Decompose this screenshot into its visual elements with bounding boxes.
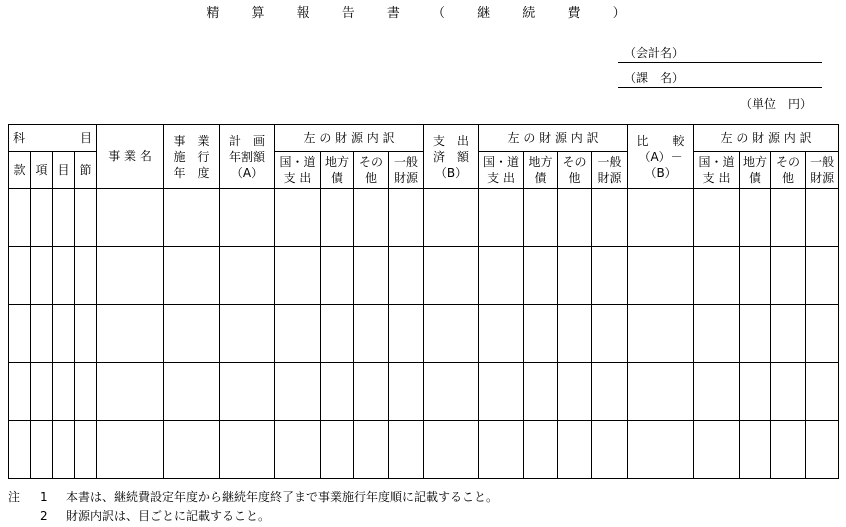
table-cell[interactable] xyxy=(771,421,806,479)
header-jigyo-nendo-line1: 事 業 xyxy=(173,133,210,148)
table-cell[interactable] xyxy=(479,189,524,247)
header-kuni-c xyxy=(694,152,740,189)
header-chiho-a-line1: 地方 xyxy=(325,155,350,169)
table-cell[interactable] xyxy=(592,421,628,479)
header-moku: 目 xyxy=(53,152,75,189)
table-cell[interactable] xyxy=(53,363,75,421)
table-cell[interactable] xyxy=(740,363,771,421)
table-cell[interactable] xyxy=(31,189,53,247)
table-cell[interactable] xyxy=(9,363,31,421)
header-sono-c-line2: 他 xyxy=(782,171,795,185)
table-cell[interactable] xyxy=(628,247,694,305)
table-cell[interactable] xyxy=(694,305,740,363)
table-row xyxy=(9,421,839,479)
table-cell[interactable] xyxy=(806,363,839,421)
table-cell[interactable] xyxy=(592,247,628,305)
table-cell[interactable] xyxy=(31,421,53,479)
table-cell[interactable] xyxy=(75,247,97,305)
header-keikaku xyxy=(220,125,275,189)
header-chiho-b xyxy=(524,152,558,189)
table-cell[interactable] xyxy=(740,247,771,305)
table-cell[interactable] xyxy=(740,305,771,363)
header-chiho-c-line1: 地方 xyxy=(743,155,768,169)
table-cell[interactable] xyxy=(389,421,424,479)
table-cell[interactable] xyxy=(220,421,275,479)
header-chiho-b-line1: 地方 xyxy=(528,155,553,169)
table-cell[interactable] xyxy=(75,189,97,247)
header-hikaku xyxy=(628,125,694,189)
table-cell[interactable] xyxy=(275,189,321,247)
table-cell[interactable] xyxy=(220,247,275,305)
table-cell[interactable] xyxy=(558,247,592,305)
table-cell[interactable] xyxy=(31,305,53,363)
table-cell[interactable] xyxy=(524,305,558,363)
table-cell[interactable] xyxy=(9,247,31,305)
table-row xyxy=(9,189,839,247)
table-cell[interactable] xyxy=(31,363,53,421)
table-cell[interactable] xyxy=(479,305,524,363)
data-rows xyxy=(9,189,839,479)
header-kuni-a xyxy=(275,152,321,189)
header-sono-a-line2: 他 xyxy=(365,171,378,185)
header-chiho-b-line2: 債 xyxy=(534,171,547,185)
header-kamoku-left: 科 xyxy=(13,130,26,145)
table-cell[interactable] xyxy=(164,421,220,479)
header-chiho-c-line2: 債 xyxy=(749,171,762,185)
header-chiho-c xyxy=(740,152,771,189)
header-kuni-c-line2: 支 出 xyxy=(702,171,731,185)
table-cell[interactable] xyxy=(479,247,524,305)
header-ippan-c xyxy=(806,152,839,189)
table-cell[interactable] xyxy=(164,189,220,247)
table-cell[interactable] xyxy=(740,189,771,247)
header-sono-b-line2: 他 xyxy=(568,171,581,185)
header-jigyo-nendo xyxy=(164,125,220,189)
table-cell[interactable] xyxy=(694,247,740,305)
table-cell[interactable] xyxy=(524,363,558,421)
note-number: 1 xyxy=(40,490,48,504)
header-ippan-b-line2: 財源 xyxy=(597,171,622,185)
header-kuni-a-line1: 国・道 xyxy=(279,155,316,169)
table-cell[interactable] xyxy=(53,247,75,305)
header-shishutsu-line3: （B） xyxy=(434,165,468,180)
header-keikaku-line3: （A） xyxy=(230,165,264,180)
table-cell[interactable] xyxy=(97,421,164,479)
note-text: 本書は、継続費設定年度から継続年度終了まで事業施行年度順に記載すること。 xyxy=(66,490,499,504)
table-cell[interactable] xyxy=(9,189,31,247)
table-cell[interactable] xyxy=(321,247,354,305)
table-cell[interactable] xyxy=(592,305,628,363)
table-cell[interactable] xyxy=(740,421,771,479)
table-cell[interactable] xyxy=(524,247,558,305)
table-cell[interactable] xyxy=(524,189,558,247)
notes xyxy=(8,488,498,526)
table-cell[interactable] xyxy=(164,305,220,363)
header-sono-c xyxy=(771,152,806,189)
header-kamoku xyxy=(9,125,97,152)
table-cell[interactable] xyxy=(592,189,628,247)
table-cell[interactable] xyxy=(275,363,321,421)
table-cell[interactable] xyxy=(354,363,389,421)
table-cell[interactable] xyxy=(354,247,389,305)
header-setsu: 節 xyxy=(75,152,97,189)
table-cell[interactable] xyxy=(75,363,97,421)
table-cell[interactable] xyxy=(164,247,220,305)
header-kuni-b-line2: 支 出 xyxy=(487,171,515,185)
header-ippan-c-line1: 一般 xyxy=(810,155,835,169)
division-name-field[interactable] xyxy=(618,69,822,88)
table-cell[interactable] xyxy=(321,189,354,247)
page-title: 精 算 報 告 書 （ 継 続 費 ） xyxy=(206,6,640,21)
header-ippan-b-line1: 一般 xyxy=(597,155,622,169)
table-cell[interactable] xyxy=(97,363,164,421)
table-cell[interactable] xyxy=(75,421,97,479)
table-cell[interactable] xyxy=(628,363,694,421)
header-zaigen-b: 左 の 財 源 内 訳 xyxy=(479,125,628,152)
table-cell[interactable] xyxy=(424,305,479,363)
division-name-label: （課 名） xyxy=(624,71,685,85)
table-cell[interactable] xyxy=(354,189,389,247)
table-cell[interactable] xyxy=(558,421,592,479)
table-cell[interactable] xyxy=(771,189,806,247)
table-cell[interactable] xyxy=(806,305,839,363)
header-sono-a xyxy=(354,152,389,189)
table-cell[interactable] xyxy=(389,305,424,363)
table-cell[interactable] xyxy=(75,305,97,363)
table-cell[interactable] xyxy=(479,421,524,479)
settlement-report-table xyxy=(8,124,839,479)
table-cell[interactable] xyxy=(694,421,740,479)
header-sono-b xyxy=(558,152,592,189)
header-ippan-a-line2: 財源 xyxy=(394,171,419,185)
accounting-name-label: （会計名） xyxy=(624,46,685,60)
table-cell[interactable] xyxy=(628,421,694,479)
table-cell[interactable] xyxy=(424,421,479,479)
header-shishutsu-line2: 済 額 xyxy=(433,149,470,164)
header-jigyo-nendo-line2: 施 行 xyxy=(173,149,210,164)
table-cell[interactable] xyxy=(220,189,275,247)
table-cell[interactable] xyxy=(31,247,53,305)
table-cell[interactable] xyxy=(354,305,389,363)
table-cell[interactable] xyxy=(628,189,694,247)
table-cell[interactable] xyxy=(53,189,75,247)
header-kuni-b xyxy=(479,152,524,189)
header-ippan-c-line2: 財源 xyxy=(810,171,835,185)
table-cell[interactable] xyxy=(694,189,740,247)
table-cell[interactable] xyxy=(389,247,424,305)
table-cell[interactable] xyxy=(592,363,628,421)
header-ippan-a-line1: 一般 xyxy=(394,155,419,169)
header-shishutsu xyxy=(424,125,479,189)
table-cell[interactable] xyxy=(771,363,806,421)
header-jigyo-nendo-line3: 年 度 xyxy=(173,165,210,180)
table-cell[interactable] xyxy=(389,363,424,421)
note-item-2 xyxy=(8,507,498,526)
note-text: 財源内訳は、目ごとに記載すること。 xyxy=(66,509,271,523)
notes-label: 注 xyxy=(8,490,21,504)
header-sono-a-line1: その xyxy=(359,155,384,169)
table-cell[interactable] xyxy=(694,363,740,421)
header-kuni-b-line1: 国・道 xyxy=(483,155,520,169)
table-row xyxy=(9,363,839,421)
header-kuni-c-line1: 国・道 xyxy=(698,155,735,169)
table-cell[interactable] xyxy=(275,247,321,305)
header-chiho-a-line2: 債 xyxy=(331,171,344,185)
header-zaigen-c: 左 の 財 源 内 訳 xyxy=(694,125,839,152)
table-cell[interactable] xyxy=(275,305,321,363)
header-sono-b-line1: その xyxy=(562,155,587,169)
table-row xyxy=(9,247,839,305)
table-cell[interactable] xyxy=(53,305,75,363)
header-hikaku-line2: （A）－（B） xyxy=(638,149,683,180)
table-cell[interactable] xyxy=(97,189,164,247)
table-cell[interactable] xyxy=(558,305,592,363)
table-cell[interactable] xyxy=(97,247,164,305)
table-row xyxy=(9,305,839,363)
table-cell[interactable] xyxy=(806,247,839,305)
header-zaigen-a: 左 の 財 源 内 訳 xyxy=(275,125,424,152)
note-item-1 xyxy=(8,488,498,507)
table-cell[interactable] xyxy=(524,421,558,479)
table-cell[interactable] xyxy=(220,363,275,421)
table-cell[interactable] xyxy=(275,421,321,479)
header-shishutsu-line1: 支 出 xyxy=(433,133,470,148)
header-ippan-a xyxy=(389,152,424,189)
table-cell[interactable] xyxy=(806,421,839,479)
table-cell[interactable] xyxy=(9,421,31,479)
table-cell[interactable] xyxy=(771,247,806,305)
accounting-name-field[interactable] xyxy=(618,44,822,63)
header-jigyo-mei: 事 業 名 xyxy=(97,125,164,189)
table-cell[interactable] xyxy=(164,363,220,421)
header-row-1 xyxy=(9,125,839,152)
header-hikaku-line1: 比 較 xyxy=(636,133,685,148)
table-cell[interactable] xyxy=(771,305,806,363)
note-number: 2 xyxy=(40,509,48,523)
header-kuni-a-line2: 支 出 xyxy=(283,171,312,185)
unit-label: （単位 円） xyxy=(740,97,813,111)
header-kou: 項 xyxy=(31,152,53,189)
table-cell[interactable] xyxy=(424,189,479,247)
table-cell[interactable] xyxy=(558,189,592,247)
table-cell[interactable] xyxy=(9,305,31,363)
header-keikaku-line1: 計 画 xyxy=(229,133,266,148)
table-cell[interactable] xyxy=(628,305,694,363)
table-cell[interactable] xyxy=(424,247,479,305)
header-kamoku-right: 目 xyxy=(80,130,93,145)
table-cell[interactable] xyxy=(321,305,354,363)
table-cell[interactable] xyxy=(806,189,839,247)
table-cell[interactable] xyxy=(321,421,354,479)
table-cell[interactable] xyxy=(53,421,75,479)
header-ippan-b xyxy=(592,152,628,189)
table-cell[interactable] xyxy=(97,305,164,363)
table-cell[interactable] xyxy=(220,305,275,363)
table-cell[interactable] xyxy=(424,363,479,421)
table-cell[interactable] xyxy=(389,189,424,247)
table-cell[interactable] xyxy=(354,421,389,479)
table-cell[interactable] xyxy=(479,363,524,421)
header-kan: 款 xyxy=(9,152,31,189)
header-sono-c-line1: その xyxy=(776,155,801,169)
table-cell[interactable] xyxy=(321,363,354,421)
table-cell[interactable] xyxy=(558,363,592,421)
header-keikaku-line2: 年割額 xyxy=(229,149,266,164)
header-chiho-a xyxy=(321,152,354,189)
